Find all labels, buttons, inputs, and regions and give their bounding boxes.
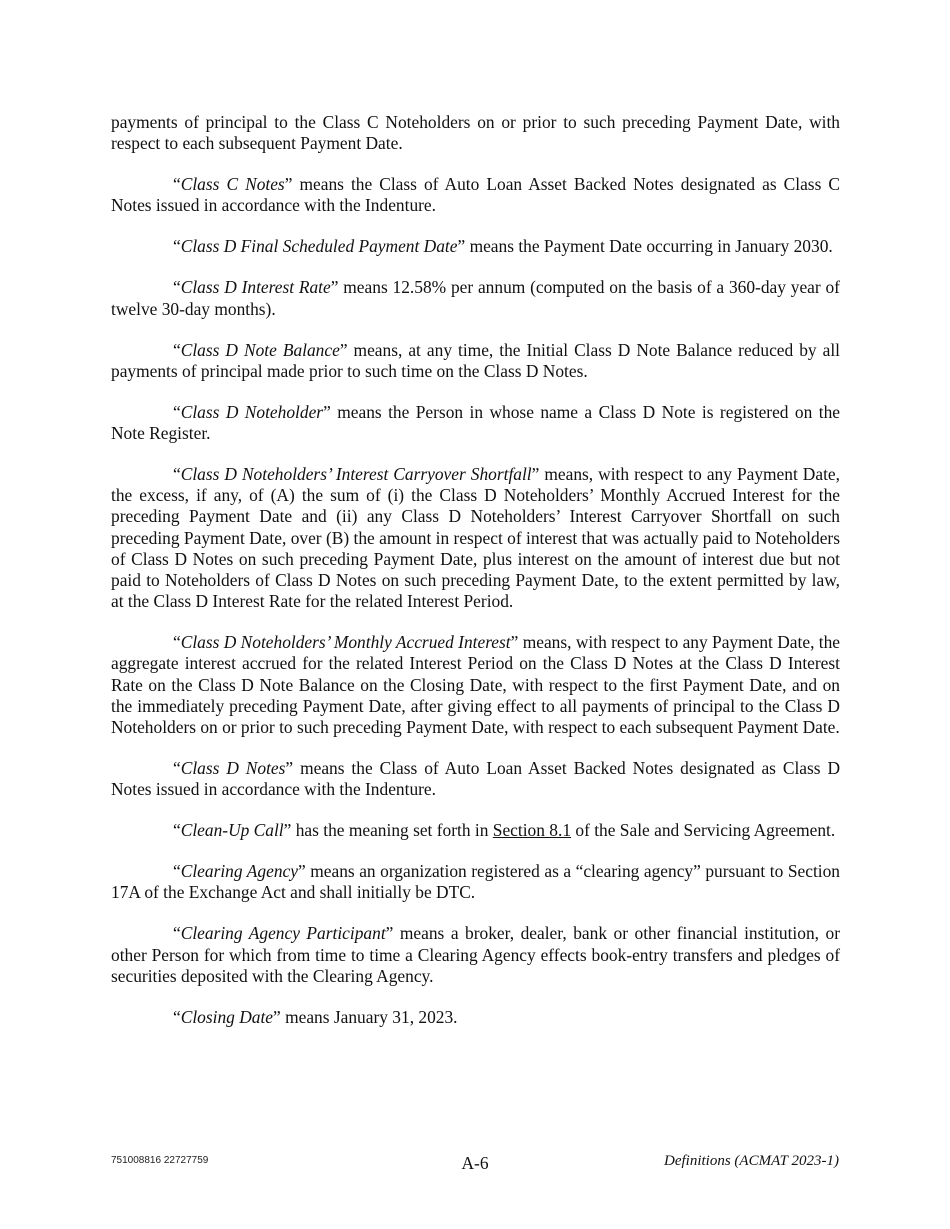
definition-text: means January 31, 2023.: [280, 1006, 458, 1027]
definition-clean-up-call: [111, 820, 840, 841]
open-quote: “: [173, 236, 181, 257]
close-quote: ”: [457, 236, 466, 257]
defined-term: Clearing Agency: [180, 861, 298, 882]
definition-class-d-noteholder: [111, 402, 840, 444]
definition-text: means, with respect to any Payment Date, the aggregate interest accrued for the related Interest Period on the Class D Notes at the Class D Interest Rate on the Class D Note Balance on the Closing Date, with respect to the first Payment Date, and on the immediately preceding Payment Date, after giving effect to all payments of principal to the Class D Noteholders on or prior to such preceding Payment Date, with respect to each subsequent Payment Date.: [111, 632, 841, 738]
close-quote: ”: [297, 861, 306, 882]
continuation-paragraph: payments of principal to the Class C Noteholders on or prior to such preceding Payment Date, with respect to each subsequent Payment Date.: [111, 112, 840, 154]
defined-term: Class D Note Balance: [180, 339, 340, 360]
defined-term: Class D Noteholders’ Interest Carryover Shortfall: [180, 464, 532, 485]
close-quote: ”: [330, 277, 339, 298]
defined-term: Clearing Agency Participant: [180, 923, 386, 944]
close-quote: ”: [510, 632, 519, 653]
definition-text: has the meaning set forth in: [291, 820, 493, 841]
open-quote: “: [173, 758, 181, 779]
open-quote: “: [173, 861, 181, 882]
open-quote: “: [173, 820, 181, 841]
definition-class-d-notes: [111, 758, 840, 800]
definition-class-d-final-scheduled-payment-date: [111, 236, 840, 257]
close-quote: ”: [283, 820, 292, 841]
defined-term: Class C Notes: [180, 174, 285, 195]
close-quote: ”: [339, 339, 348, 360]
definition-class-d-note-balance: [111, 340, 840, 382]
defined-term: Class D Notes: [180, 758, 286, 779]
footer-document-id: 751008816 22727759: [111, 1155, 209, 1166]
definition-text: of the Sale and Servicing Agreement.: [571, 820, 836, 841]
definition-text: means the Class of Auto Loan Asset Backed Notes designated as Class D Notes issued in accordance with the Indenture.: [111, 758, 841, 800]
close-quote: ”: [285, 758, 294, 779]
definition-class-d-interest-rate: [111, 277, 840, 319]
defined-term: Closing Date: [180, 1006, 274, 1027]
defined-term: Class D Interest Rate: [180, 277, 331, 298]
close-quote: ”: [284, 174, 293, 195]
close-quote: ”: [385, 923, 394, 944]
open-quote: “: [173, 632, 181, 653]
open-quote: “: [173, 464, 181, 485]
definition-text: means an organization registered as a “clearing agency” pursuant to Section 17A of the Exchange Act and shall initially be DTC.: [111, 861, 840, 903]
defined-term: Class D Final Scheduled Payment Date: [180, 236, 458, 257]
open-quote: “: [173, 923, 181, 944]
open-quote: “: [173, 401, 181, 422]
definition-text: means a broker, dealer, bank or other financial institution, or other Person for which from time to time a Clearing Agency effects book-entry transfers and pledges of securities deposited with the Clearing Agency.: [111, 923, 840, 986]
defined-term: Clean-Up Call: [180, 820, 284, 841]
definition-text: means 12.58% per annum (computed on the basis of a 360-day year of twelve 30-day months).: [111, 277, 840, 319]
definition-text: means, at any time, the Initial Class D Note Balance reduced by all payments of principal made prior to such time on the Class D Notes.: [111, 339, 840, 381]
definition-text: means, with respect to any Payment Date, the excess, if any, of (A) the sum of (i) the Class D Noteholders’ Monthly Accrued Interest for the preceding Payment Date and (ii) any Class D Noteholders’ Interest Carryover Shortfall on such preceding Payment Date, over (B) the amount in respect of interest that was actually paid to Noteholders of Class D Notes on such preceding Payment Date, plus interest on the amount of interest due but not paid to Noteholders of Class D Notes on such preceding Payment Date, to the extent permitted by law, at the Class D Interest Rate for the related Interest Period.: [111, 464, 840, 612]
open-quote: “: [173, 174, 181, 195]
open-quote: “: [173, 339, 181, 360]
footer-document-title: Definitions (ACMAT 2023-1): [664, 1153, 839, 1169]
open-quote: “: [173, 1006, 181, 1027]
definition-closing-date: [111, 1007, 840, 1028]
definition-text: means the Person in whose name a Class D Note is registered on the Note Register.: [111, 401, 840, 444]
definition-class-c-notes: [111, 174, 840, 216]
definition-clearing-agency-participant: [111, 923, 840, 987]
definition-text: means the Payment Date occurring in January 2030.: [465, 236, 833, 257]
close-quote: ”: [531, 464, 540, 485]
definition-clearing-agency: [111, 861, 840, 903]
close-quote: ”: [273, 1006, 281, 1027]
defined-term: Class D Noteholders’ Monthly Accrued Interest: [180, 632, 511, 653]
footer-page-number: A-6: [461, 1153, 489, 1173]
close-quote: ”: [323, 401, 331, 422]
definition-text: means the Class of Auto Loan Asset Backed Notes designated as Class C Notes issued in accordance with the Indenture.: [111, 174, 840, 216]
section-reference-link: Section 8.1: [492, 820, 572, 841]
defined-term: Class D Noteholder: [180, 401, 324, 422]
open-quote: “: [173, 277, 181, 298]
definition-class-d-monthly-accrued-interest: [111, 632, 840, 738]
definition-class-d-interest-carryover-shortfall: [111, 464, 840, 612]
definitions-body: [111, 112, 840, 1048]
